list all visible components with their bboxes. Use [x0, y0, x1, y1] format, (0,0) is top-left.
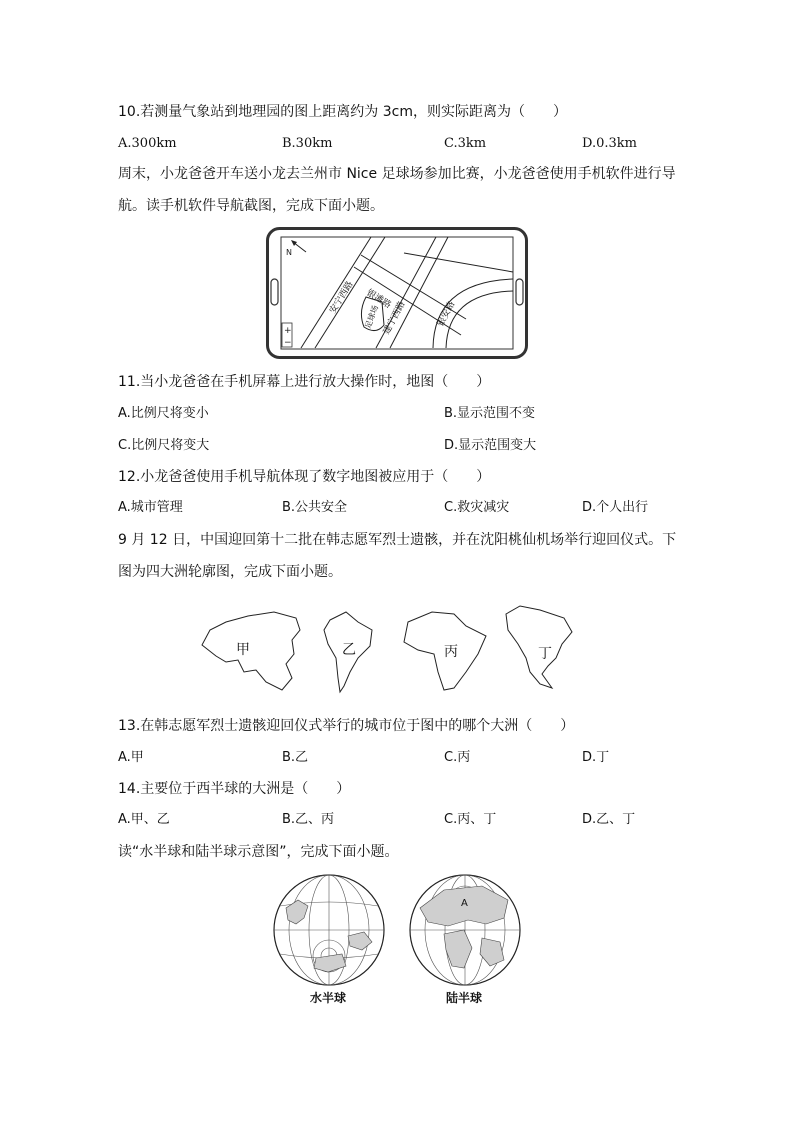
q14-stem: 14.主要位于西半球的大洲是（ ） [118, 781, 351, 797]
passage-navigation: 周末，小龙爸爸开车送小龙去兰州市 Nice 足球场参加比赛，小龙爸爸使用手机软件进行导航。读手机软件导航截图，完成下面小题。 [118, 166, 676, 214]
q11-option-d: D.显示范围变大 [444, 438, 537, 453]
q10-option-b: B.30km [282, 136, 333, 151]
q10-stem: 10.若测量气象站到地理园的图上距离约为 3cm，则实际距离为（ ） [118, 104, 567, 120]
q12-option-b: B.公共安全 [282, 500, 348, 515]
passage-hemispheres: 读“水半球和陆半球示意图”，完成下面小题。 [118, 844, 399, 860]
continent-label-yi: 乙 [342, 642, 356, 658]
q14-option-a: A.甲、乙 [118, 812, 170, 827]
road-label-yintan: 银滩路 [364, 288, 393, 311]
zoom-out-icon: − [284, 338, 292, 348]
q14-option-b: B.乙、丙 [282, 812, 335, 827]
road-label-yinan: 银安路 [435, 299, 458, 329]
q11-stem: 11.当小龙爸爸在手机屏幕上进行放大操作时，地图（ ） [118, 374, 491, 390]
water-hemisphere [274, 875, 384, 985]
phone-side-button-right [516, 279, 523, 305]
q11-option-c: C.比例尺将变大 [118, 438, 210, 453]
q13-option-d: D.丁 [582, 750, 610, 765]
continent-jia-outline [202, 612, 300, 690]
q11-option-b: B.显示范围不变 [444, 406, 536, 421]
zoom-in-icon: + [284, 326, 292, 336]
place-label-stadium: 足球场 [363, 304, 381, 330]
land-hemisphere-label: 陆半球 [446, 991, 483, 1005]
continents-outline-figure [196, 600, 596, 700]
road-label-anning-west: 安宁西路 [328, 279, 356, 316]
phone-side-button-left [271, 279, 278, 305]
zoom-controls[interactable] [282, 323, 292, 348]
q13-stem: 13.在韩志愿军烈士遗骸迎回仪式举行的城市位于图中的哪个大洲（ ） [118, 718, 575, 734]
water-hemisphere-label: 水半球 [310, 991, 347, 1005]
land-hemisphere-marker: A [461, 898, 468, 909]
q11-option-a: A.比例尺将变小 [118, 406, 209, 421]
continent-label-ding: 丁 [538, 646, 552, 662]
q14-option-c: C.丙、丁 [444, 812, 497, 827]
q10-option-d: D.0.3km [582, 136, 637, 151]
q10-option-a: A.300km [118, 136, 177, 151]
road-label-jianning-west: 建宁西路 [381, 299, 408, 337]
hemispheres-figure [268, 868, 538, 1008]
q14-option-d: D.乙、丁 [582, 812, 636, 827]
continent-label-jia: 甲 [236, 642, 250, 658]
phone-navigation-map [266, 227, 528, 359]
q12-option-a: A.城市管理 [118, 500, 183, 515]
passage-continents: 9 月 12 日，中国迎回第十二批在韩志愿军烈士遗骸，并在沈阳桃仙机场举行迎回仪式。下图为四大洲轮廓图，完成下面小题。 [118, 532, 677, 580]
north-label: N [286, 248, 292, 257]
land-hemisphere [410, 875, 520, 985]
q13-option-a: A.甲 [118, 750, 144, 765]
continent-label-bing: 丙 [444, 644, 458, 660]
q12-option-c: C.救灾减灾 [444, 500, 510, 515]
q12-stem: 12.小龙爸爸使用手机导航体现了数字地图被应用于（ ） [118, 469, 491, 485]
q13-option-b: B.乙 [282, 750, 309, 765]
q10-option-c: C.3km [444, 136, 487, 151]
q13-option-c: C.丙 [444, 750, 471, 765]
q12-option-d: D.个人出行 [582, 500, 649, 515]
